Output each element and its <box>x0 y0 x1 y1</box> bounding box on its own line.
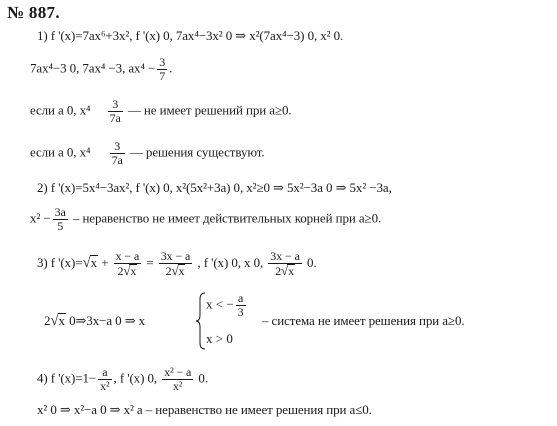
fraction-denominator: x² <box>173 379 183 393</box>
line-9-text: 4) f '(x)=1− <box>37 370 97 386</box>
fraction-numerator: 3x − a <box>160 249 191 263</box>
fraction-3-over-7 <box>157 56 167 83</box>
fraction-x2-minus-a-over-x2 <box>162 366 193 393</box>
system-row-2: x > 0 <box>206 331 233 346</box>
sqrt-argument: x <box>130 264 137 278</box>
plus-sign: + <box>101 254 109 270</box>
sqrt-argument: x <box>178 264 185 278</box>
coefficient-2: 2 <box>44 313 51 328</box>
line-6-conclusion: – неравенство не имеет действительных корней при a≥0. <box>72 210 382 226</box>
line-4 <box>30 140 265 167</box>
line-9-end: 0. <box>195 370 208 386</box>
fraction-3a-over-5 <box>53 206 68 233</box>
line-6 <box>30 206 381 233</box>
fraction-numerator: x − a <box>115 249 140 263</box>
fraction-a-over-x2 <box>98 366 111 393</box>
fraction-numerator: a <box>236 292 246 306</box>
line-9-middle: , f '(x) 0, <box>113 370 158 386</box>
fraction-denominator <box>114 264 142 278</box>
line-5: 2) f '(x)=5x⁴−3ax², f '(x) 0, x²(5x²+3a) 0, x²≥0 ⇒ 5x²−3a 0 ⇒ 5x² −3a, <box>37 180 392 195</box>
fraction-3x-minus-a-over-2sqrtx-2 <box>268 250 302 278</box>
sqrt-sign: √ <box>281 263 289 278</box>
system-row-1-text: x < − <box>206 296 234 312</box>
fraction-x-minus-a-over-2sqrtx <box>114 250 142 278</box>
line-4-text: если a 0, x⁴ <box>30 144 91 160</box>
fraction-denominator: 5 <box>57 219 64 233</box>
fraction-denominator: 7a <box>109 111 121 125</box>
system-row-1 <box>206 292 248 319</box>
line-3-conclusion: — не имеет решений при a≥0. <box>127 102 292 118</box>
fraction-numerator: x² − a <box>164 365 192 379</box>
line-1: 1) f '(x)=7ax⁶+3x², f '(x) 0, 7ax⁴−3x² 0 ⇒ x²(7ax⁴−3) 0, x² 0. <box>37 28 344 43</box>
problem-number: № 887. <box>7 3 60 22</box>
sqrt-sign: √ <box>50 313 59 329</box>
line-8-conclusion: – система не имеет решения при a≥0. <box>262 313 465 328</box>
fraction-3x-minus-a-over-2sqrtx <box>159 250 193 278</box>
equals-sign: = <box>146 254 154 270</box>
line-8 <box>44 313 145 329</box>
fraction-3-over-7a <box>110 140 125 167</box>
sqrt-argument: x <box>90 254 98 270</box>
line-10: x² 0 ⇒ x²−a 0 ⇒ x² a – неравенство не имеет решения при a≤0. <box>37 402 372 417</box>
line-3-text: если a 0, x⁴ <box>30 102 91 118</box>
fraction-numerator: 3a <box>54 205 66 219</box>
fraction-denominator: x² <box>100 379 110 393</box>
line-7-end: 0. <box>303 254 317 270</box>
line-7-text: 3) f '(x)= <box>37 254 83 270</box>
sqrt-sign: √ <box>171 263 179 278</box>
line-4-conclusion: — решения существуют. <box>129 144 265 160</box>
den-coefficient: 2 <box>165 264 172 278</box>
line-7 <box>37 250 317 278</box>
fraction-denominator: 3 <box>237 305 244 319</box>
fraction-denominator <box>268 264 302 278</box>
line-2 <box>30 56 172 83</box>
fraction-numerator: 3 <box>159 55 166 69</box>
sqrt-sign: √ <box>82 254 91 271</box>
fraction-numerator: 3x − a <box>270 249 300 263</box>
fraction-numerator: 3 <box>110 140 125 154</box>
fraction-a-over-3 <box>236 292 246 319</box>
sqrt-argument: x <box>288 264 294 278</box>
line-2-text: 7ax⁴−3 0, 7ax⁴ −3, ax⁴ − <box>30 60 156 76</box>
line-8-text: 0⇒3x−a 0 ⇒ x <box>65 313 146 328</box>
den-coefficient: 2 <box>275 264 282 278</box>
line-3 <box>30 98 292 125</box>
line-2-end: . <box>169 60 173 76</box>
sqrt-sign: √ <box>123 263 131 278</box>
fraction-numerator: a <box>98 366 111 380</box>
den-coefficient: 2 <box>117 264 124 278</box>
fraction-denominator <box>159 264 193 278</box>
sqrt-argument: x <box>58 313 65 328</box>
fraction-3-over-7a <box>108 98 123 125</box>
line-7-middle: , f '(x) 0, x 0, <box>197 254 264 270</box>
fraction-denominator: 7 <box>159 69 166 83</box>
fraction-denominator: 7a <box>111 153 123 167</box>
line-9 <box>37 366 208 393</box>
line-6-text: x² − <box>30 210 51 226</box>
fraction-numerator: 3 <box>108 98 123 112</box>
